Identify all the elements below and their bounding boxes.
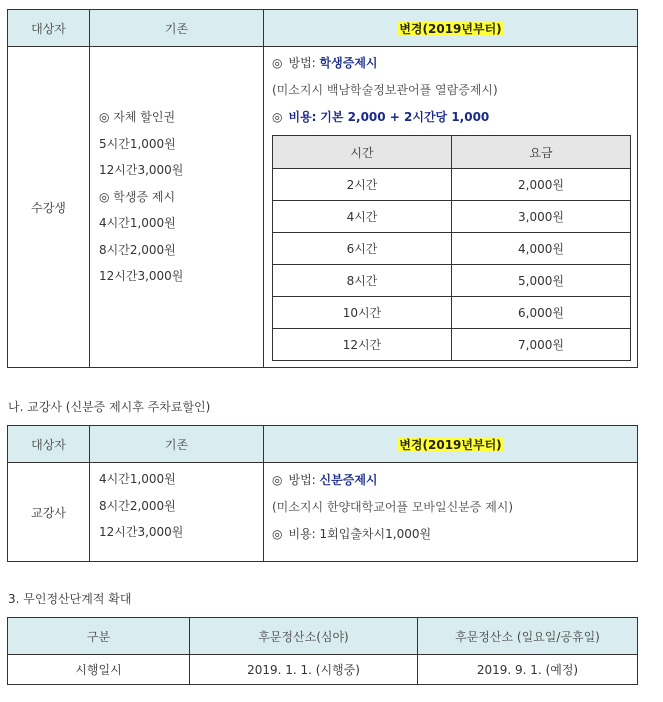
row-label: 시행일시 xyxy=(8,655,190,685)
method-value: 신분증제시 xyxy=(319,473,378,487)
method-note: (미소지시 한양대학교어플 모바일신분증 제시) xyxy=(272,500,514,514)
table-header-row xyxy=(8,426,638,463)
fee-time: 12시간 xyxy=(273,329,452,361)
method-note: (미소지시 백남학술정보관어플 열람증제시) xyxy=(272,83,498,97)
fee-header-time: 시간 xyxy=(273,136,452,169)
header-existing: 기존 xyxy=(90,426,264,463)
existing-item: 12시간3,000원 xyxy=(99,269,184,283)
fee-price: 2,000원 xyxy=(452,169,631,201)
header-target: 대상자 xyxy=(8,10,90,47)
header-target: 대상자 xyxy=(8,426,90,463)
table-header-row xyxy=(8,10,638,47)
cost-text: 비용: 1회입출차시1,000원 xyxy=(288,527,432,541)
table-instructor xyxy=(7,425,638,562)
existing-item: ◎ 자체 할인권 xyxy=(99,110,176,124)
table-row xyxy=(8,47,638,368)
fee-time: 2시간 xyxy=(273,169,452,201)
header-change xyxy=(264,10,638,47)
cost-line xyxy=(264,105,637,129)
existing-item: 5시간1,000원 xyxy=(99,136,176,151)
fee-time: 10시간 xyxy=(273,297,452,329)
fee-price: 5,000원 xyxy=(452,265,631,297)
fee-price: 4,000원 xyxy=(452,233,631,265)
fee-price: 3,000원 xyxy=(452,201,631,233)
cost-line xyxy=(264,521,637,547)
header-category: 구분 xyxy=(8,618,190,655)
existing-item: 4시간1,000원 xyxy=(99,216,176,230)
cost-value: 기본 2,000 + 2시간당 1,000 xyxy=(320,110,490,124)
row-value-night: 2019. 1. 1. (시행중) xyxy=(190,655,418,685)
existing-item: 4시간1,000원 xyxy=(99,472,176,486)
fee-header-row xyxy=(273,136,631,169)
bullet-icon: ◎ xyxy=(272,527,283,541)
target-cell: 수강생 xyxy=(8,47,90,368)
section-b-heading: 나. 교강사 (신분증 제시후 주차료할인) xyxy=(8,400,211,414)
fee-row xyxy=(273,265,631,297)
bullet-icon: ◎ xyxy=(272,110,283,124)
table-row xyxy=(8,655,638,685)
existing-item: 8시간2,000원 xyxy=(99,498,176,513)
existing-cell xyxy=(90,47,264,368)
header-change xyxy=(264,426,638,463)
header-change-label: 변경(2019년부터) xyxy=(399,21,502,36)
cost-label: 비용: xyxy=(288,110,317,124)
table-automation xyxy=(7,617,638,685)
change-cell xyxy=(264,47,638,368)
header-existing: 기존 xyxy=(90,10,264,47)
fee-row xyxy=(273,233,631,265)
existing-item: ◎ 학생증 제시 xyxy=(99,189,176,204)
table-student xyxy=(7,9,638,368)
fee-price: 7,000원 xyxy=(452,329,631,361)
fee-row xyxy=(273,329,631,361)
fee-price: 6,000원 xyxy=(452,297,631,329)
header-holiday: 후문정산소 (일요일/공휴일) xyxy=(418,618,638,655)
method-value: 학생증제시 xyxy=(319,56,378,70)
existing-item: 12시간3,000원 xyxy=(99,163,184,177)
fee-row xyxy=(273,169,631,201)
row-value-holiday: 2019. 9. 1. (예정) xyxy=(418,655,638,685)
bullet-icon: ◎ xyxy=(272,473,283,487)
section-c-heading: 3. 무인정산단계적 확대 xyxy=(8,592,132,606)
change-cell xyxy=(264,463,638,562)
table-row xyxy=(8,463,638,562)
existing-item: 12시간3,000원 xyxy=(99,525,184,539)
fee-time: 8시간 xyxy=(273,265,452,297)
header-change-label: 변경(2019년부터) xyxy=(399,437,502,452)
existing-item: 8시간2,000원 xyxy=(99,242,176,257)
existing-cell xyxy=(90,463,264,562)
fee-row xyxy=(273,201,631,233)
fee-time: 6시간 xyxy=(273,233,452,265)
fee-table xyxy=(272,135,631,361)
method-label: 방법: xyxy=(288,473,316,487)
fee-time: 4시간 xyxy=(273,201,452,233)
header-night: 후문정산소(심야) xyxy=(190,618,418,655)
target-cell: 교강사 xyxy=(8,463,90,562)
fee-header-price: 요금 xyxy=(452,136,631,169)
table-header-row xyxy=(8,618,638,655)
fee-row xyxy=(273,297,631,329)
method-line xyxy=(264,463,637,493)
method-line xyxy=(264,47,637,75)
bullet-icon: ◎ xyxy=(272,56,283,70)
method-label: 방법: xyxy=(288,56,316,70)
